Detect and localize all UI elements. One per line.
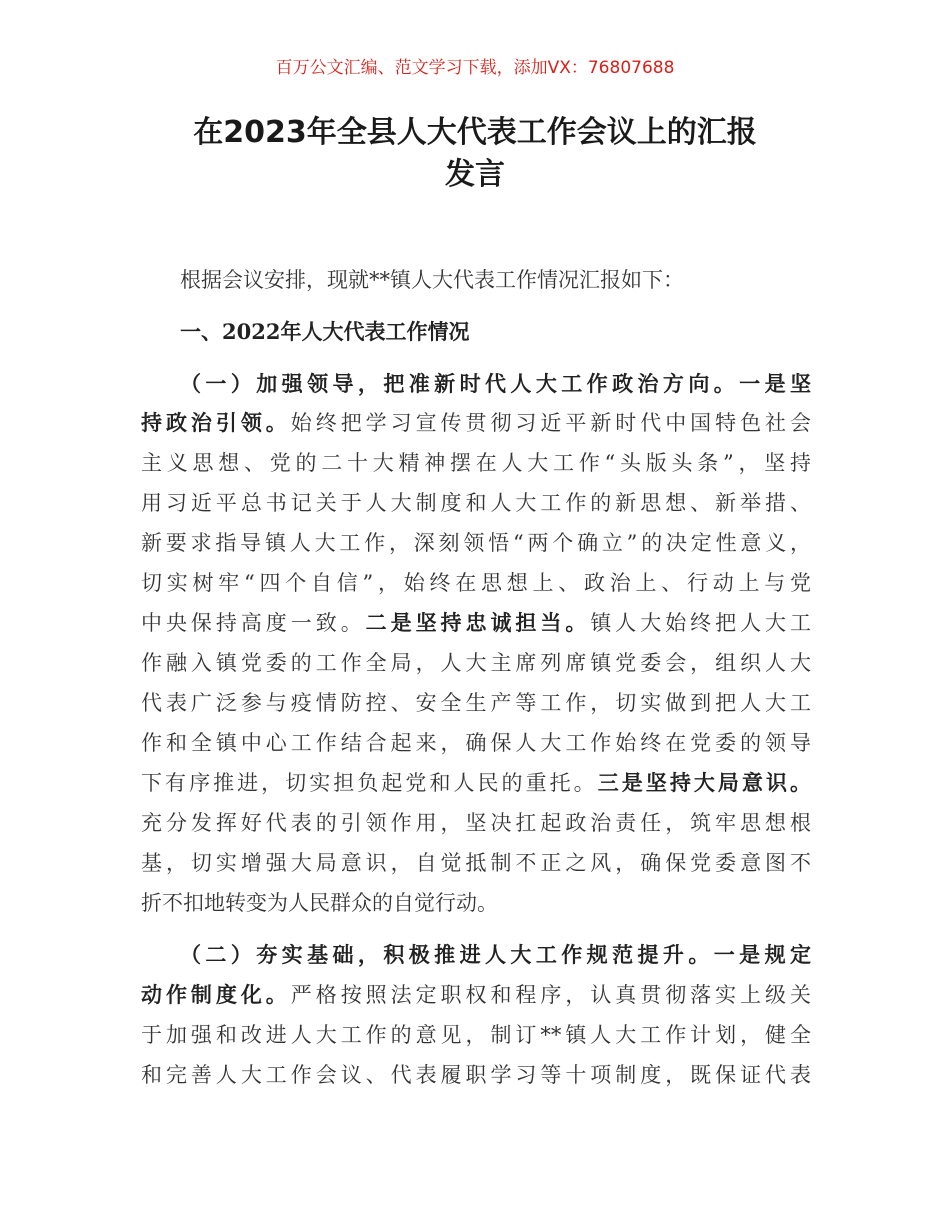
sec1-line-11-pre: 下有序推进，切实担负起党和人民的重托。 xyxy=(141,771,598,795)
sec2-line-1: （二）夯实基础，积极推进人大工作规范提升。一是规定 xyxy=(180,942,811,967)
sec1-line-7-pre: 中央保持高度一致。 xyxy=(141,611,366,635)
sec1-line-7-bold: 二是坚持忠诚担当。 xyxy=(365,610,591,635)
sec1-line-9: 代表广泛参与疫情防控、安全生产等工作，切实做到把人大工 xyxy=(141,691,811,715)
sec1-line-1: （一）加强领导，把准新时代人大工作政治方向。一是坚 xyxy=(180,371,811,396)
sec1-line-4: 用习近平总书记关于人大制度和人大工作的新思想、新举措、 xyxy=(141,491,811,515)
sec2-line-3: 于加强和改进人大工作的意见，制订**镇人大工作计划，健全 xyxy=(141,1023,811,1047)
sec1-line-7 xyxy=(141,609,811,637)
intro-paragraph: 根据会议安排，现就**镇人大代表工作情况汇报如下： xyxy=(180,268,684,292)
section-heading-1: 一、2022年人大代表工作情况 xyxy=(180,319,470,344)
sec1-line-14: 折不扣地转变为人民群众的自觉行动。 xyxy=(141,891,498,915)
sec1-line-12: 充分发挥好代表的引领作用，坚决扛起政治责任，筑牢思想根 xyxy=(141,811,811,835)
sec1-line-5: 新要求指导镇人大工作，深刻领悟“两个确立”的决定性意义， xyxy=(141,531,811,555)
sec1-line-7-post: 镇人大始终把人大工 xyxy=(590,611,812,635)
title-line-2: 发言 xyxy=(445,157,505,192)
sec1-line-8: 作融入镇党委的工作全局，人大主席列席镇党委会，组织人大 xyxy=(141,651,811,675)
sec1-line-3: 主义思想、党的二十大精神摆在人大工作“头版头条”，坚持 xyxy=(141,451,811,475)
watermark-banner: 百万公文汇编、范文学习下载，添加VX：76807688 xyxy=(275,58,675,78)
title-line-1: 在2023年全县人大代表工作会议上的汇报 xyxy=(193,115,757,150)
document-title xyxy=(120,112,830,196)
sec1-line-2 xyxy=(141,409,811,437)
sec1-line-2-text: 始终把学习宣传贯彻习近平新时代中国特色社会 xyxy=(290,411,812,435)
sec2-line-4: 和完善人大工作会议、代表履职学习等十项制度，既保证代表 xyxy=(141,1063,811,1087)
sec1-line-6: 切实树牢“四个自信”，始终在思想上、政治上、行动上与党 xyxy=(141,571,811,595)
sec2-line-2 xyxy=(141,981,811,1009)
sec1-line-10: 作和全镇中心工作结合起来，确保人大工作始终在党委的领导 xyxy=(141,731,811,755)
sec1-line-2-bold: 持政治引领。 xyxy=(141,410,291,435)
sec1-line-11 xyxy=(141,769,811,797)
sec1-line-13: 基，切实增强大局意识，自觉抵制不正之风，确保党委意图不 xyxy=(141,851,811,875)
sec1-line-11-bold: 三是坚持大局意识。 xyxy=(597,770,811,795)
sec2-line-2-bold: 动作制度化。 xyxy=(141,982,291,1007)
sec2-line-2-text: 严格按照法定职权和程序，认真贯彻落实上级关 xyxy=(290,983,812,1007)
